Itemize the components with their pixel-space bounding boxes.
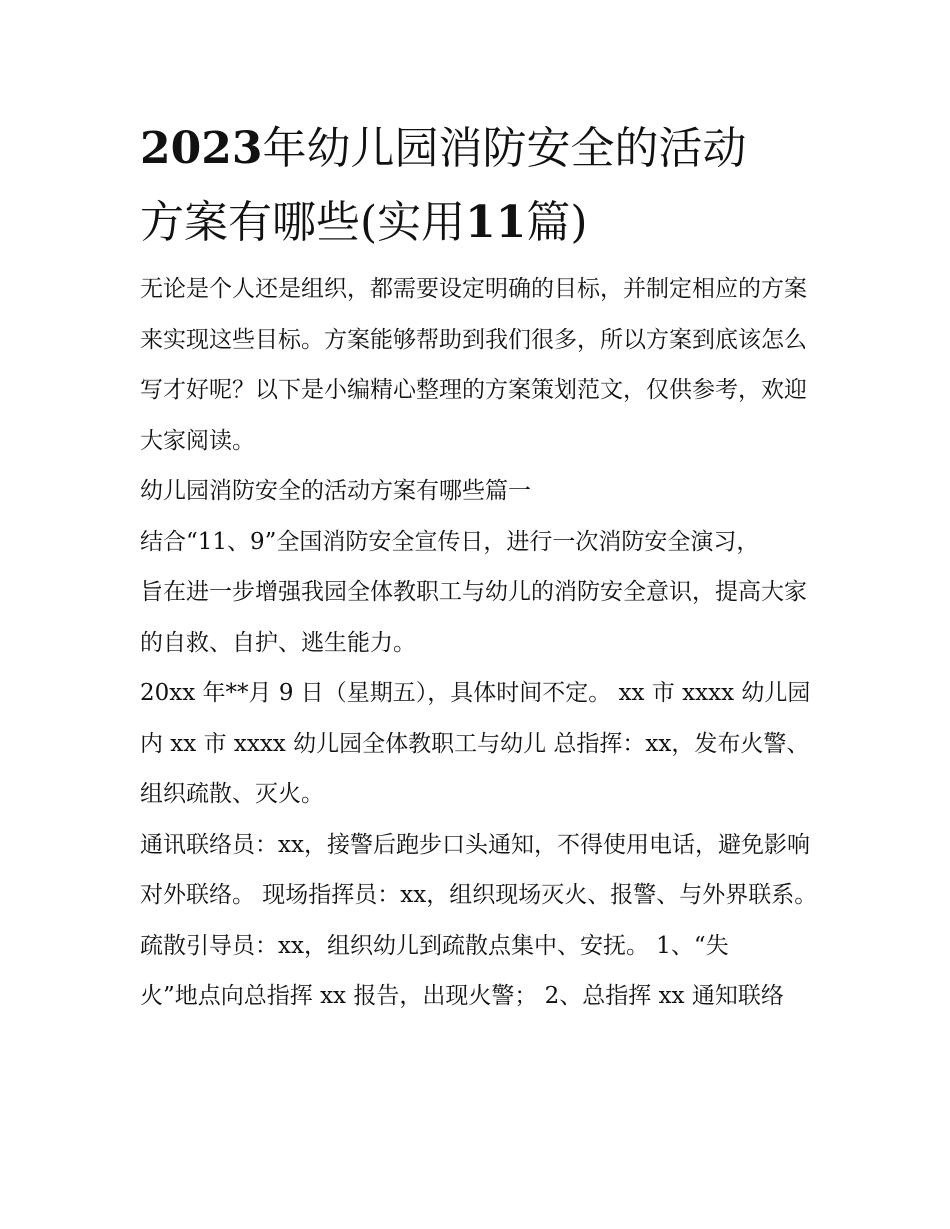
paragraph-purpose-rest: 旨在进一步增强我园全体教职工与幼儿的消防安全意识，提高大家的自救、自护、逃生能力。 (140, 579, 807, 656)
paragraph-evacuation (140, 921, 820, 1022)
section-heading: 幼儿园消防安全的活动方案有哪些篇一 (140, 478, 531, 504)
title-text-3: 篇) (526, 197, 588, 248)
intro-paragraph: 无论是个人还是组织，都需要设定明确的目标，并制定相应的方案来实现这些目标。方案能够帮助到我们很多，所以方案到底该怎么写才好呢？以下是小编精心整理的方案策划范文，仅供参考，欢迎大家阅读。 (140, 276, 807, 454)
document-page (140, 112, 820, 1022)
paragraph-purpose-line1: 结合“11、9”全国消防安全宣传日，进行一次消防安全演习， (140, 528, 760, 555)
title-year: 2023 (140, 123, 263, 174)
paragraph-time-place: 20xx 年**月 9 日（星期五），具体时间不定。 xx 市 xxxx 幼儿园内 xx 市 xxxx 幼儿园全体教职工与幼儿 总指挥：xx，发布火警、组织疏散、灭火。 (140, 680, 811, 807)
paragraph-evacuation-line2: 火”地点向总指挥 xx 报告，出现火警； 2、总指挥 xx 通知联络 (140, 983, 784, 1009)
paragraph-purpose (140, 517, 820, 669)
title-text-1: 年幼儿园消防安全的活动 (262, 123, 747, 174)
title-count: 11 (465, 197, 527, 248)
title-text-2: 方案有哪些(实用 (140, 197, 466, 248)
paragraph-evacuation-line1: 疏散引导员：xx，组织幼儿到疏散点集中、安抚。 1、“失 (140, 932, 729, 959)
document-title (140, 112, 820, 260)
paragraph-roles: 通讯联络员：xx，接警后跑步口头通知，不得使用电话，避免影响对外联络。 现场指挥员：xx，组织现场灭火、报警、与外界联系。 (140, 831, 818, 908)
